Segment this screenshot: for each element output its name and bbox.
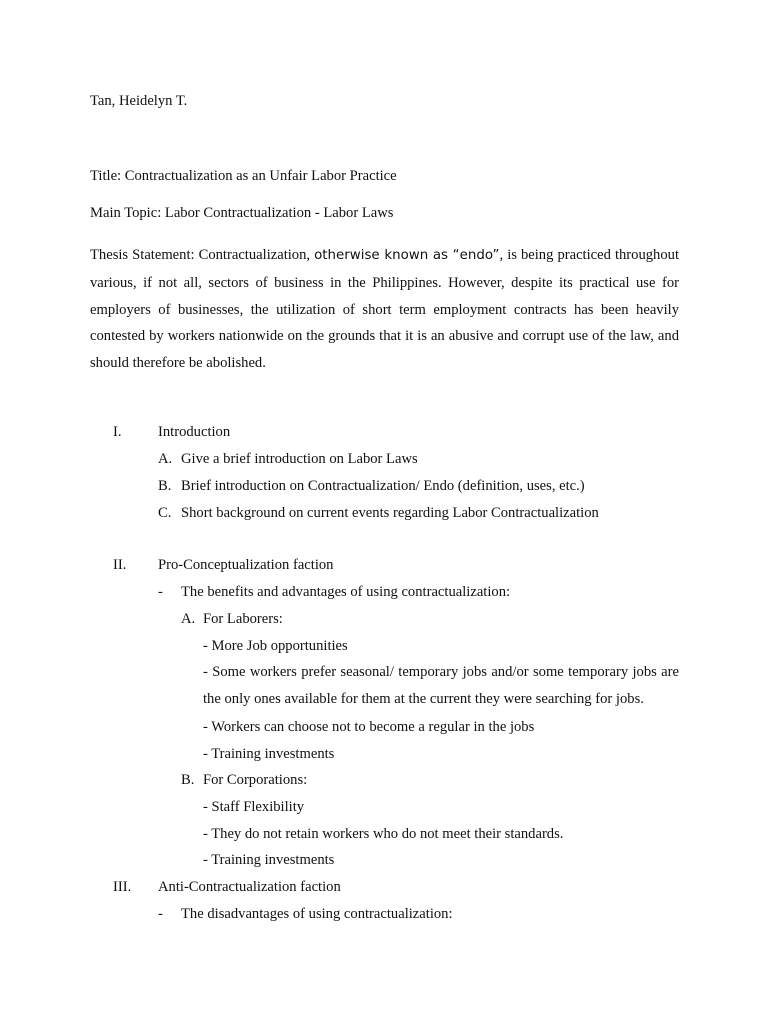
section-1-number: I. [113, 424, 122, 440]
group-2a-letter: A. [181, 611, 196, 627]
item-1c-letter: C. [158, 505, 172, 521]
section-1-heading: Introduction [158, 424, 231, 440]
laborers-point-1: - More Job opportunities [203, 638, 348, 654]
title-line: Title: Contractualization as an Unfair Labor Practice [90, 168, 397, 184]
item-1c-text: Short background on current events regarding Labor Contractualization [181, 505, 599, 521]
section-2-intro: The benefits and advantages of using contractualization: [181, 584, 511, 600]
group-2a-label: For Laborers: [203, 611, 283, 627]
main-topic-line: Main Topic: Labor Contractualization - Labor Laws [90, 205, 394, 221]
corporations-point-1: - Staff Flexibility [203, 799, 305, 815]
item-1a-letter: A. [158, 451, 173, 467]
corporations-point-3: - Training investments [203, 852, 335, 868]
group-2b-label: For Corporations: [203, 772, 308, 788]
section-3-intro: The disadvantages of using contractualization: [181, 906, 453, 922]
section-3-heading: Anti-Contractualization faction [158, 879, 341, 895]
section-3-number: III. [113, 879, 132, 895]
author-name: Tan, Heidelyn T. [90, 93, 188, 109]
section-2-number: II. [113, 557, 127, 573]
laborers-point-2: - Some workers prefer seasonal/ temporary jobs and/or some temporary jobs are the only ones available for them at the current they were searching for jobs. [203, 664, 679, 707]
corporations-point-2: - They do not retain workers who do not meet their standards. [203, 826, 564, 842]
thesis-statement [90, 242, 679, 377]
item-1a-text: Give a brief introduction on Labor Laws [181, 451, 418, 467]
section-2-heading: Pro-Conceptualization faction [158, 557, 334, 573]
laborers-point-4: - Training investments [203, 746, 335, 762]
item-1b-letter: B. [158, 478, 172, 494]
section-2-dash: - [158, 584, 163, 600]
group-2b-letter: B. [181, 772, 195, 788]
thesis-aka: otherwise known as “endo” [314, 248, 500, 263]
thesis-rest: , is being practiced throughout various, if not all, sectors of business in the Philippines. However, despite its practical use for employers of businesses, the utilization of short term employment contracts has been heavily contested by workers nationwide on the grounds that it is an abusive and corrupt use of the law, and should therefore be abolished. [90, 247, 680, 372]
laborers-point-3: - Workers can choose not to become a regular in the jobs [203, 719, 535, 735]
section-3-dash: - [158, 906, 163, 922]
thesis-prefix: Thesis Statement: Contractualization, [90, 247, 315, 263]
item-1b-text: Brief introduction on Contractualization/ Endo (definition, uses, etc.) [181, 478, 585, 494]
